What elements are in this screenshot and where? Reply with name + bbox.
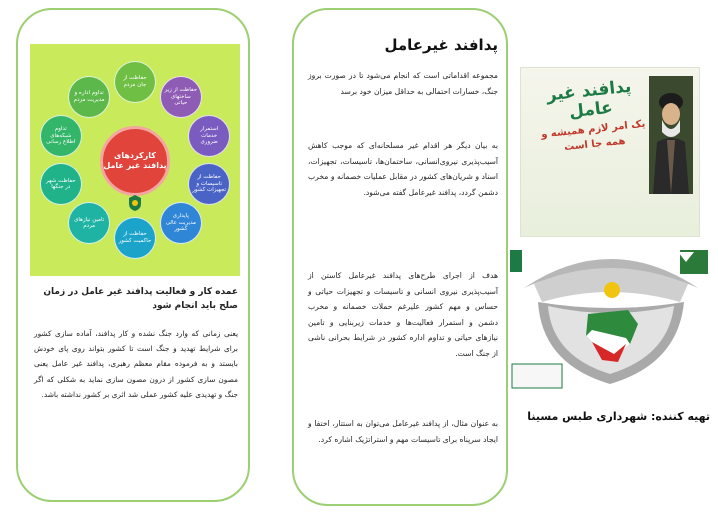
- functions-diagram: [30, 44, 240, 276]
- shell-emblem-image: [508, 244, 712, 392]
- poster-title: پدافند غیر عامل: [545, 76, 633, 122]
- diagram-petal: استمرار خدمات ضروری: [188, 115, 230, 157]
- left-heading: عمده کار و فعالیت پدافند غیر عامل در زمان صلح باید انجام شود: [43, 287, 238, 311]
- diagram-petal: تداوم شبکه‌های اطلاع رسانی: [40, 115, 82, 157]
- left-body-text: یعنی زمانی که وارد جنگ نشده و کار پدافند، آماده سازی کشور برای شرایط تهدید و جنگ است تا کشور بتواند روی پای خودش بایستد و به فرموده مقام معظم رهبری، پدافند غیر عامل یعنی مصون سازی کشور از درون مصون سازی نماید به شکلی که اگر جنگ و تهدیدی علیه کشور عملی شد اثری بر کشور نداشته باشد.: [34, 329, 238, 399]
- poster-image: [520, 67, 700, 237]
- diagram-petal: حفاظت شهر در جنگها: [40, 163, 82, 205]
- middle-panel: [292, 8, 508, 506]
- credit-line: تهیه کننده: شهرداری طبس مسینا: [527, 410, 710, 423]
- diagram-petal: پایداری مدیریت عالی کشور: [160, 202, 202, 244]
- diagram-petal: حفاظت از حاکمیت کشور: [114, 217, 156, 259]
- emblem-icon: [127, 194, 143, 212]
- left-panel: [16, 8, 250, 502]
- diagram-petal: حفاظت از زیر ساختهای حیاتی: [160, 76, 202, 118]
- explanation-paragraph: به بیان دیگر هر اقدام غیر مسلحانه‌ای که موجب کاهش آسیب‌پذیری نیروی‌انسانی، ساختمان‌ها، تاسیسات، تجهیزات، اسناد و شریان‌های کشور در مقابل عملیات خصمانه و مخرب دشمن گردد، پدافند غیرعامل گفته می‌شود.: [308, 141, 498, 197]
- page-title: پدافند غیرعامل: [384, 36, 498, 54]
- diagram-petal: تداوم اداره و مدیریت مردم: [68, 76, 110, 118]
- diagram-petal: حفاظت از جان مردم: [114, 61, 156, 103]
- goal-paragraph: هدف از اجرای طرح‌های پدافند غیرعامل کاستن از آسیب‌پذیری نیروی انسانی و تاسیسات و تجهیزات حیاتی و حساس و مهم کشور علیرغم حملات خصمانه و مخرب دشمن و استمرار فعالیت‌ها و خدمات زیربنایی و تامین نیازهای حیاتی و تداوم اداره کشور در شرایط بحرانی ناشی از جنگ است.: [308, 271, 498, 358]
- example-paragraph: به عنوان مثال، از پدافند غیرعامل می‌توان به استتار، اختفا و ایجاد سرپناه برای تاسیسات مهم و استراتژیک اشاره کرد.: [308, 419, 498, 444]
- portrait-illustration: [649, 76, 693, 194]
- diagram-petal: حفاظت از تاسیسات و تجهیزات کشور: [188, 163, 230, 205]
- diagram-petal: تامین نیازهای مردم: [68, 202, 110, 244]
- diagram-hub: کارکردهای پدافند غیر عامل: [100, 126, 170, 196]
- definition-paragraph: مجموعه اقداماتی است که انجام می‌شود تا در صورت بروز جنگ، خسارات احتمالی به حداقل میزان خود برسد: [308, 71, 498, 96]
- poster-subtitle: یک امر لازم همیشه و همه جا است: [540, 118, 646, 154]
